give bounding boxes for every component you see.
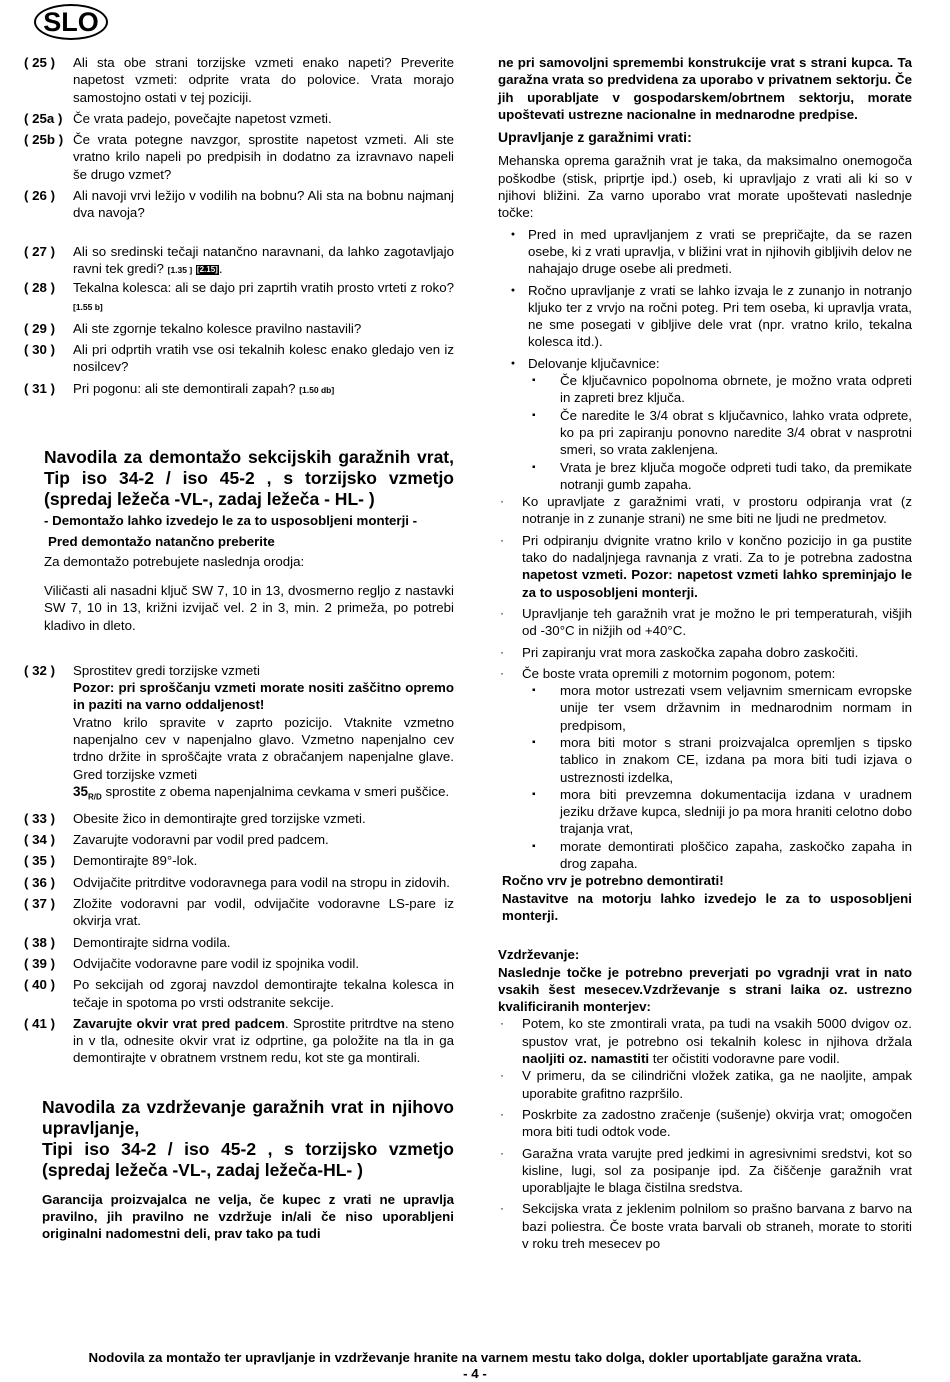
demontage-read-note: Pred demontažo natančno preberite <box>48 534 275 550</box>
maintenance-title-2: Tipi iso 34-2 / iso 45-2 , s torzijsko vzmetjo (spredaj ležeča -VL-, zadaj ležeča-HL- ) <box>42 1138 454 1180</box>
bullet-item: · Pri zapiranju vrat mora zaskočka zapaha dobro zaskočiti. <box>500 644 859 660</box>
bullet-item: · Upravljanje teh garažnih vrat je možno le pri temperaturah, višjih od -30°C in nižjih od +40°C. <box>500 605 912 639</box>
list-item-41: ( 41 ) Zavarujte okvir vrat pred padcem. Sprostite pritrdtve na steno in v tla, odnesite okvir vrat iz odprtine, ga položite na tla in ga demontirajte v obratnem vrstnem redu, kot ste ga montirali. <box>24 1015 454 1066</box>
list-item: ( 25a ) Če vrata padejo, povečajte napetost vzmeti. <box>24 110 332 126</box>
control-intro: Mehanska oprema garažnih vrat je taka, da maksimalno onemogoča poškodbe (stisk, priprtje ipd.) oseb, ki upravljajo z vrati ali ki so v njihovi bližini. Za varno uporabo vrat morate upoštevati naslednje točke: <box>498 153 912 221</box>
list-item: ( 37 ) Zložite vodoravni par vodil, odvijačite vodoravne LS-pare iz okvirja vrat. <box>24 896 454 929</box>
part-number-35: 35 <box>73 783 89 799</box>
list-item-32: ( 32 ) Sprostitev gredi torzijske vzmeti Pozor: pri sproščanju vzmeti morate nositi zaščitno opremo in paziti na varno oddaljenost! Vratno krilo spravite v zaprto pozicijo. Vtaknite vzmetno napenjalno cev v napenjalno glavo. Vzmetno napenjalno cev trdno držite in sproščajte vrata z obračanjem napenjalne glave. Gred torzijske vzmeti $35_{R/D}$ sprostite z obema napenjalnima cevkama v smeri puščice. <box>24 662 454 802</box>
bullet-item: ● Pred in med upravljanjem z vrati se prepričajte, da se razen osebe, ki z vrati upravlja, v bližini vrat in njihovih gibljivih delov ne nahajajo druge osebe ali predmeti. <box>510 226 912 277</box>
reference-1-55b: [1.55 b] <box>73 301 103 312</box>
bullet-item: ▪ Če ključavnico popolnoma obrnete, je možno vrata odpreti in zapreti brez ključa. <box>532 373 912 406</box>
reference-1-50db: [1.50 db] <box>299 384 335 395</box>
tools-list: Viličasti ali nasadni ključ SW 7, 10 in 13, dvosmerno reglјo z nastavki SW 7, 10 in 13, križni izvijač vel. 2 in 3, min. 2 primeža, po potrebi kladivo in dleto. <box>44 582 454 633</box>
footer-note: Nodovila za montažo ter upravljanje in vzdrževanje hranite na varnem mestu tako dolga, dokler uportabljate garažna vrata. <box>88 1350 862 1365</box>
bullet-item: ● Delovanje ključavnice: <box>510 355 660 371</box>
bullet-item: ▪ Vrata je brez ključa mogoče odpreti tudi tako, da premikate notranji gumb zapaha. <box>532 459 912 492</box>
tools-intro: Za demontažo potrebujete naslednja orodja: <box>44 553 305 569</box>
list-item-30: ( 30 ) Ali pri odprtih vratih vse osi tekalnih kolesc enako gledajo ven iz nosilcev? <box>24 342 454 375</box>
left-column <box>24 54 454 1243</box>
list-item-31: ( 31 ) Pri pogonu: ali ste demontirali zapah? [1.50 db] <box>24 380 335 396</box>
bullet-item: · Potem, ko ste zmontirali vrata, pa tudi na vsakih 5000 dvigov oz. spustov vrat, je potrebno osi tekalnih kolesc in njihova držala naoljiti oz. namastiti ter očistiti vodoravne pare vodil. <box>500 1016 912 1067</box>
bullet-item: ▪ mora biti motor s strani proizvajalca opremljen s tipsko tablico in znakom CE, izdana pa mora biti tudi izjava o ustreznosti izdelka, <box>532 734 912 785</box>
motor-setup-note: Nastavitve na motorju lahko izvedejo le za to usposobljeni monterji. <box>502 890 912 923</box>
list-item-27: ( 27 ) Ali so sredinski tečaji natančno naravnani, da lahko zagotavljajo ravni tek gredi? [1.35 ] [2.15]. <box>24 243 454 276</box>
footer <box>0 1350 950 1382</box>
bullet-item: · Garažna vrata varujte pred jedkimi in agresivnimi sredstvi, kot so kisline, lugi, sol za posipanje ipd. Za čiščenje garažnih vrat uporabljajte le blaga čistilna sredstva. <box>500 1145 912 1196</box>
maintenance-heading: Vzdrževanje: <box>498 947 580 963</box>
maintenance-intro: Naslednje točke je potrebno preverjati po vgradnji vrat in nato vsakih šest mesecev.Vzdrževanje s strani laika oz. ustrezno kvalificiranih monterjev: <box>498 964 912 1015</box>
bullet-item: · Pri odpiranju dvignite vratno krilo v končno pozicijo in ga pustite tako do nadaljnjega ravnanja z vrati. Za to je potrebna zadostna napetost vzmeti. Pozor: napetost vzmeti lahko spreminjajo le za to usposobljeni monterji. <box>500 532 912 600</box>
list-item: ( 34 ) Zavarujte vodoravni par vodil pred padcem. <box>24 832 329 848</box>
demontage-title: Navodila za demontažo sekcijskih garažnih vrat, Tip iso 34-2 / iso 45-2 , s torzijsko vzmetjo (spredaj ležeča -VL-, zadaj ležeča - HL- ) <box>44 447 454 510</box>
maintenance-title-1: Navodila za vzdrževanje garažnih vrat in njihovo upravljanje, <box>42 1096 454 1138</box>
right-column <box>498 54 912 1252</box>
bullet-item: ▪ Če naredite le 3/4 obrat s ključavnico, lahko vrata odprete, ko pa pri zapiranju ponovno naredite 3/4 obrat v nasprotni smeri, so vrata zaklenjena. <box>532 407 912 458</box>
bullet-item: · Poskrbite za zadostno zračenje (sušenje) okvirja vrat; omogočen mora biti tudi odtok vode. <box>500 1106 912 1140</box>
bullet-item: · Sekcijska vrata z jeklenim polnilom so prašno barvana z barvo na bazi poliestra. Če boste vrata barvali ob straneh, morate to storiti v roku treh mesecev po <box>500 1201 912 1251</box>
list-item-29: ( 29 ) Ali ste zgornje tekalno kolesce pravilno nastavili? <box>24 320 362 336</box>
list-item-28: ( 28 ) Tekalna kolesca: ali se dajo pri zaprtih vratih prosto vrteti z roko? [1.55 b] <box>24 280 454 312</box>
language-logo: SLO <box>34 4 108 40</box>
list-item: ( 35 ) Demontirajte 89°-lok. <box>24 853 198 869</box>
list-item: ( 39 ) Odvijačite vodoravne pare vodil iz spojnika vodil. <box>24 955 360 971</box>
list-item: ( 38 ) Demontirajte sidrna vodila. <box>24 934 231 950</box>
intro-bold: ne pri samovoljni spremembi konstrukcije vrat s strani kupca. Ta garažna vrata so predvidena za uporabo v privatnem sektorju. Če jih uporabljate v gospodarskem/obrtnem sektorju, morate upoštevati ustrezne nacionalne in mednarodne predpise. <box>498 55 912 122</box>
list-item: ( 36 ) Odvijačite pritrditve vodoravnega para vodil na stropu in zidovih. <box>24 874 450 890</box>
bullet-item: ● Ročno upravljanje z vrati se lahko izvaja le z zunanjo in notranjo kljuko ter z vrvjo na ročni poteg. Pri tem oseba, ki upravlja vrata, ne sme posegati v gibljive dele vrat (npr. vratno krilo, tekalna kolesca itd.). <box>510 282 912 350</box>
list-item: ( 33 ) Obesite žico in demontirajte gred torzijske vzmeti. <box>24 810 366 826</box>
guarantee-note: Garancija proizvajalca ne velja, če kupec z vrati ne upravlja pravilno, jih pravilno ne vzdržuje in/ali če niso uporabljeni originalni nadomestni deli, prav tako pa tudi <box>42 1191 454 1242</box>
bullet-item: · Če boste vrata opremili z motornim pogonom, potem: <box>500 665 836 681</box>
bullet-item: ▪ mora motor ustrezati vsem veljavnim smernicam evropske unije ter vsem državnim in mednarodnim normam in predpisom, <box>532 683 912 733</box>
bullet-item: · V primeru, da se cilindrični vložek zatika, ga ne naoljite, ampak uporabite grafitno razpršilo. <box>500 1068 912 1101</box>
manual-rope-note: Ročno vrv je potrebno demontirati! <box>502 873 724 889</box>
bullet-item: ▪ morate demontirati ploščico zapaha, zaskočko zapaha in drog zapaha. <box>532 838 912 872</box>
reference-2-15: [2.15] <box>196 264 218 274</box>
list-item: ( 40 ) Po sekcijah od zgoraj navzdol demontirajte tekalna kolesca in tečaje in spotoma po vrsti odstranite sekcije. <box>24 977 454 1010</box>
demontage-note: - Demontažo lahko izvedejo le za to usposobljeni monterji - <box>44 513 418 529</box>
list-item: ( 25 ) Ali sta obe strani torzijske vzmeti enako napeti? Preverite napetost vzmeti: odprite vrata do polovice. Vrata morajo samostojno ostati v tej poziciji. <box>24 55 454 105</box>
bullet-item: ▪ mora biti prevzemna dokumentacija izdana v uradnem jeziku države kupca, sledniji jo pa mora hraniti celotno dobo trajanja vrat, <box>532 786 912 837</box>
control-title: Upravljanje z garažnimi vrati: <box>498 129 692 146</box>
step-32-title: Sprostitev gredi torzijske vzmeti <box>73 662 260 678</box>
list-item: ( 26 ) Ali navoji vrvi ležijo v vodilih na bobnu? Ali sta na bobnu najmanj dva navoja? <box>24 188 454 221</box>
page-number: - 4 - <box>463 1366 487 1381</box>
bullet-item: · Ko upravljate z garažnimi vrati, v prostoru odpiranja vrat (z notranje in z zunanje strani) ne sme biti ne ljudi ne predmetov. <box>500 494 912 527</box>
reference-1-35: [1.35 ] <box>167 264 193 275</box>
step-32-warning: Pozor: pri sproščanju vzmeti morate nositi zaščitno opremo in paziti na varno oddaljenost! <box>73 680 454 713</box>
list-item: ( 25b ) Če vrata potegne navzgor, sprostite napetost vzmeti. Ali ste vratno krilo napeli po predpisih in dodatno za izravnavo napeli še drugo vzmet? <box>24 132 454 182</box>
